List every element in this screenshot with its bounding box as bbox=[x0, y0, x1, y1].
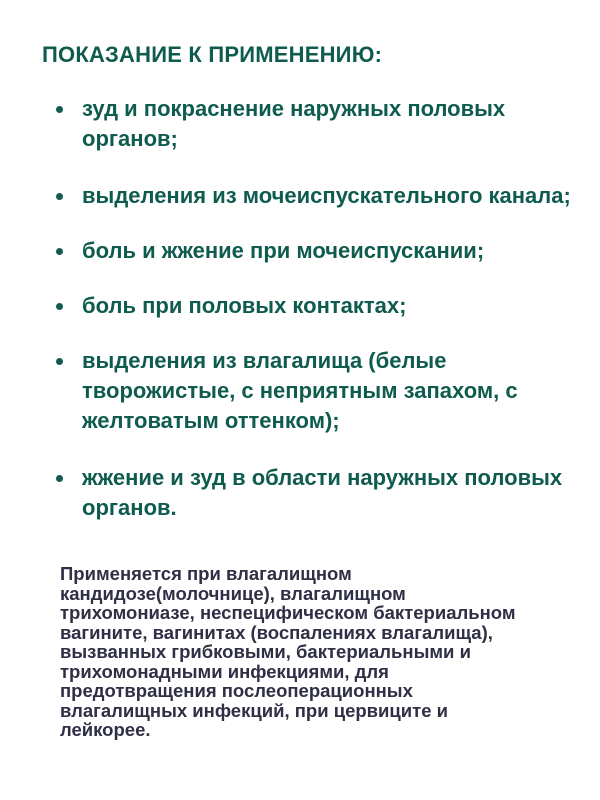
list-item bbox=[52, 236, 572, 266]
usage-paragraph: Применяется при влагалищном кандидозе(молочнице), влагалищном трихомониазе, неспецифическом бактериальном вагините, вагинитах (воспалениях влагалища), вызванных грибковыми, бактериальными и трихомонадными инфекциями, для предотвращения послеоперационных влагалищных инфекций, при цервиците и лейкорее. bbox=[60, 563, 516, 740]
bullet-icon bbox=[56, 106, 63, 113]
list-item-text: жжение и зуд в области наружных половых органов. bbox=[82, 465, 563, 520]
list-item-text: зуд и покраснение наружных половых органов; bbox=[82, 96, 506, 151]
list-item-text: выделения из влагалища (белые творожистые, с неприятным запахом, с желтоватым оттенком); bbox=[82, 348, 518, 433]
list-item-text: боль при половых контактах; bbox=[82, 293, 407, 318]
list-item bbox=[52, 181, 572, 211]
bullet-icon bbox=[56, 475, 63, 482]
bullet-icon bbox=[56, 193, 63, 200]
list-item-text: боль и жжение при мочеиспускании; bbox=[82, 238, 485, 263]
bullet-icon bbox=[56, 248, 63, 255]
indications-list bbox=[52, 94, 572, 523]
list-item bbox=[52, 291, 572, 321]
list-item-text: выделения из мочеиспускательного канала; bbox=[82, 183, 571, 208]
list-item bbox=[52, 463, 572, 523]
list-item bbox=[52, 346, 572, 436]
bullet-icon bbox=[56, 303, 63, 310]
bullet-icon bbox=[56, 358, 63, 365]
list-item bbox=[52, 94, 572, 154]
section-heading: ПОКАЗАНИЕ К ПРИМЕНЕНИЮ: bbox=[42, 42, 383, 67]
